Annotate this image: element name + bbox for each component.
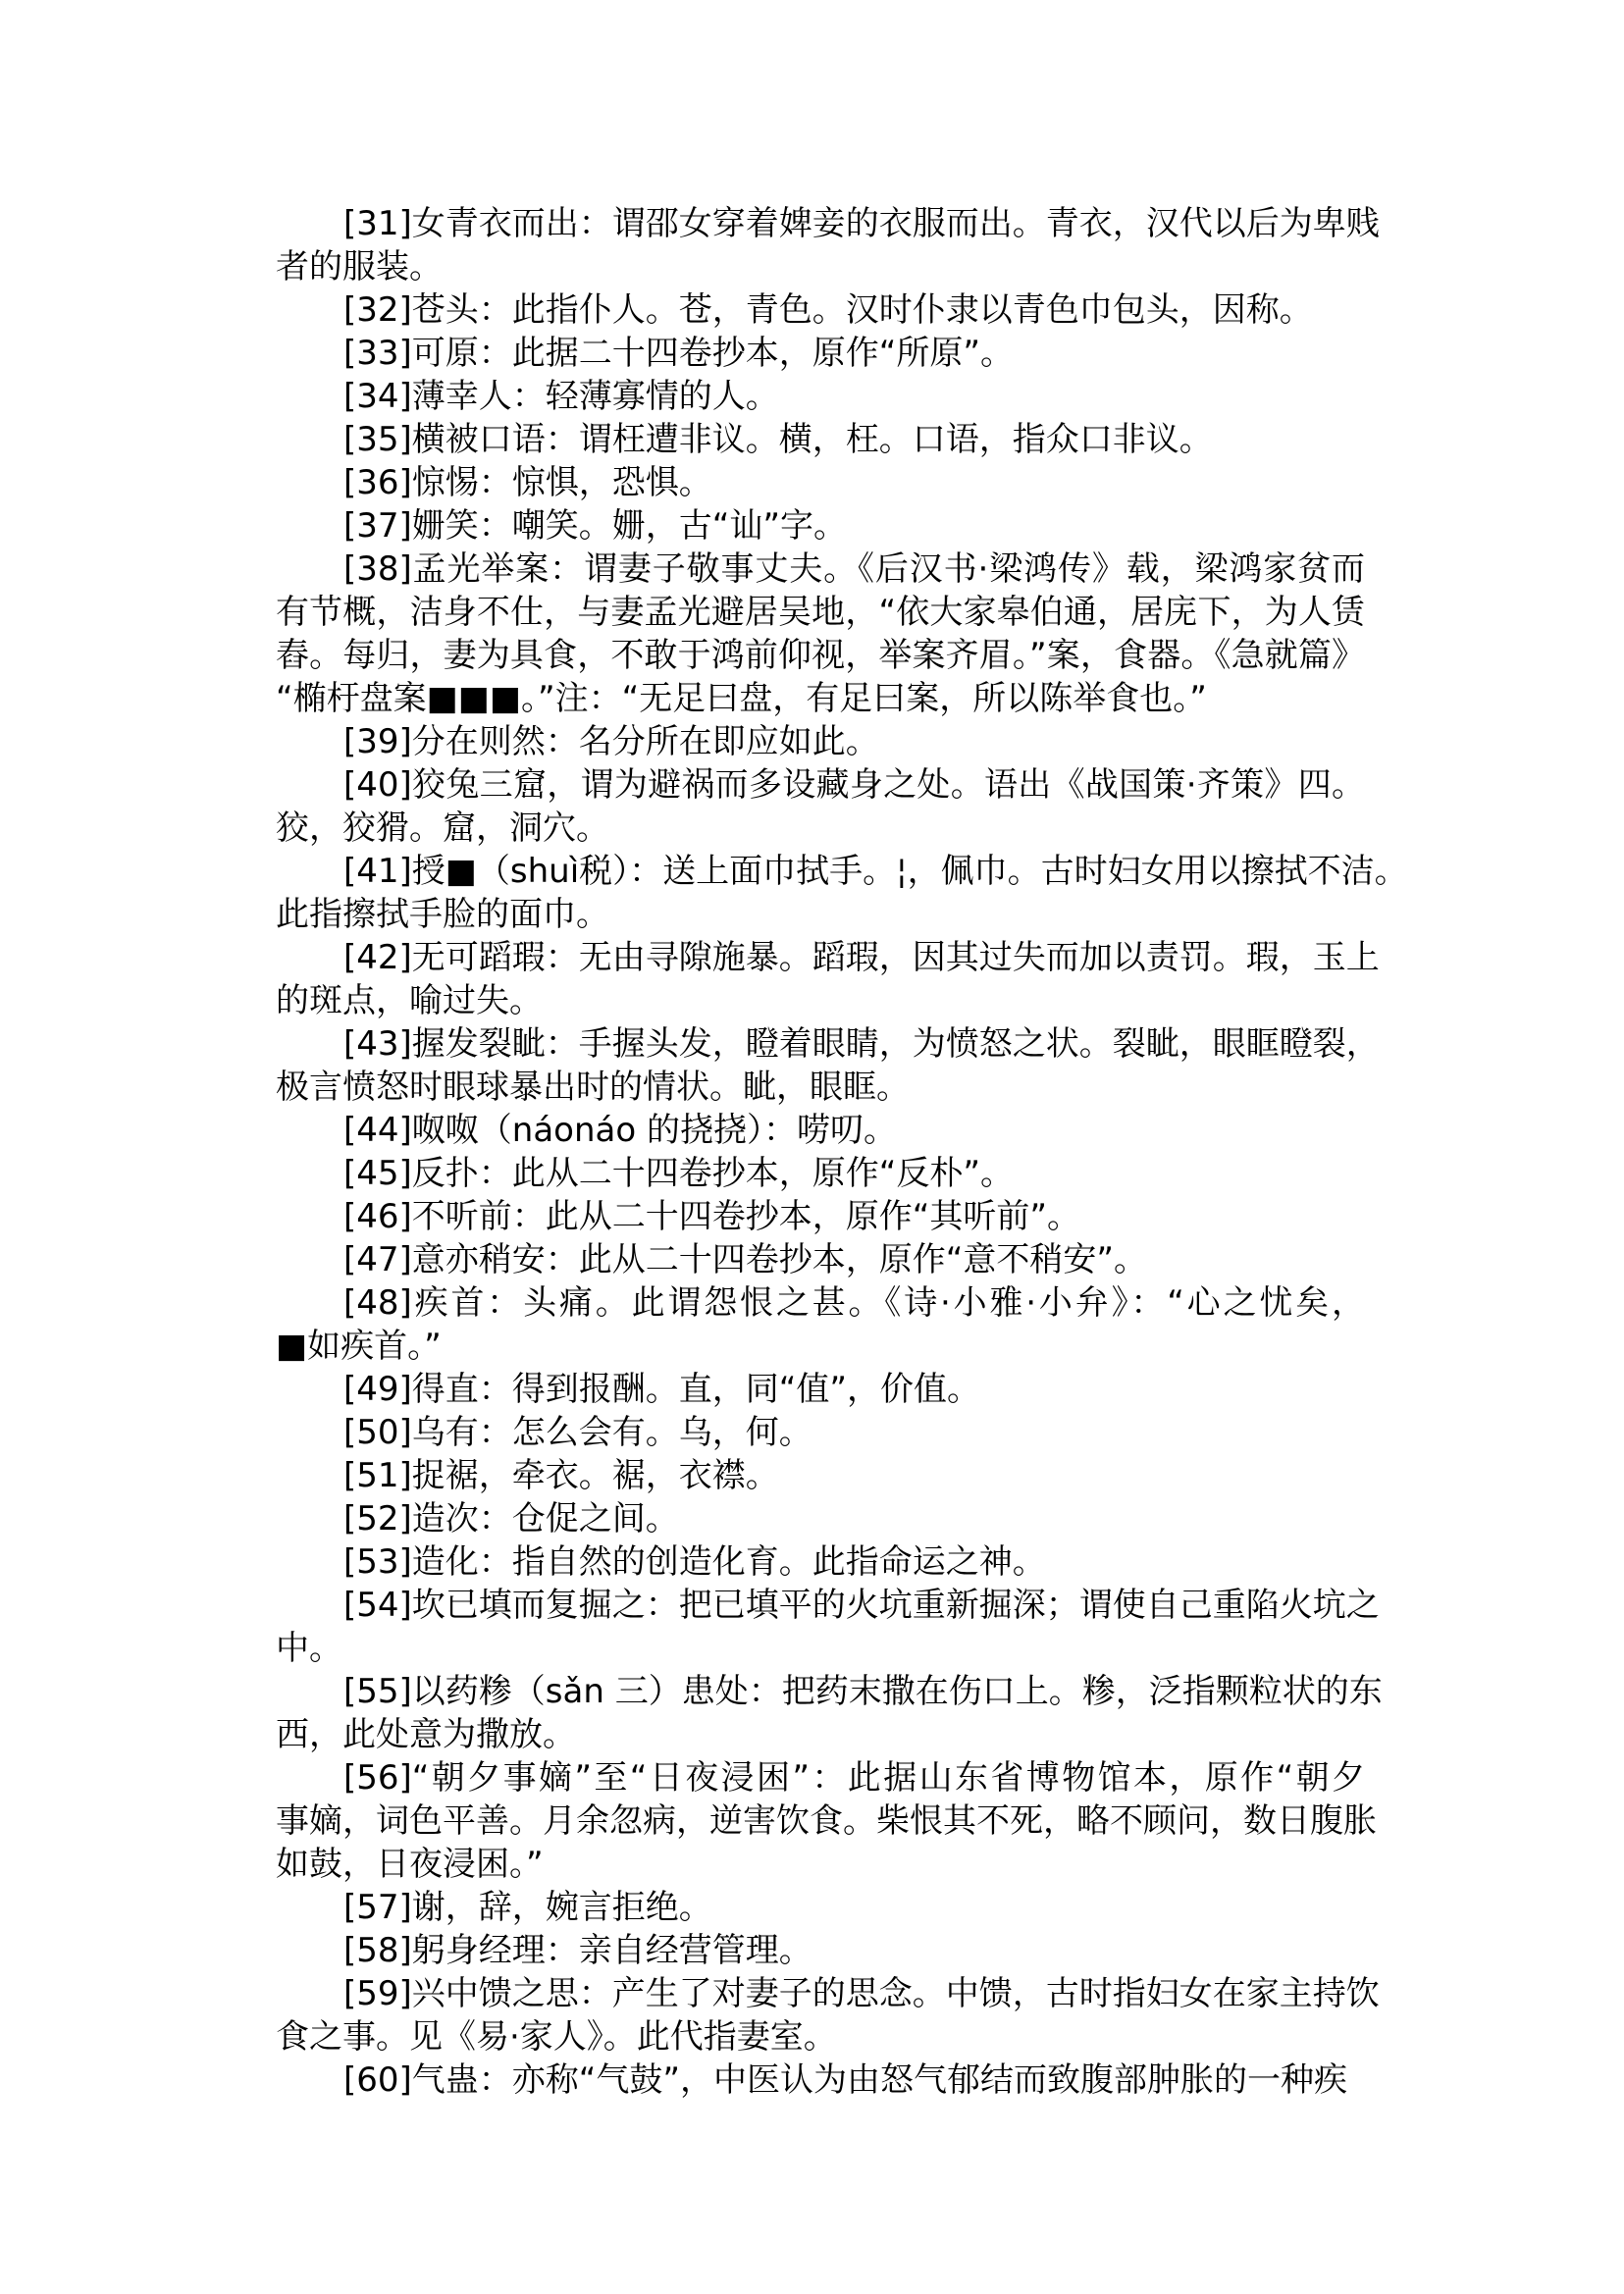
note-entry-line: [52]造次：仓促之间。: [343, 1499, 679, 1538]
note-entry-line: [56]“朝夕事嫡”至“日夜浸困”：此据山东省博物馆本，原作“朝夕: [343, 1758, 1365, 1798]
note-entry-line: [45]反扑：此从二十四卷抄本，原作“反朴”。: [343, 1154, 1015, 1193]
note-entry-line: [36]惊惕：惊惧，恐惧。: [343, 463, 712, 502]
note-entry-line: [49]得直：得到报酬。直，同“值”，价值。: [343, 1370, 981, 1409]
note-entry-line: [59]兴中馈之思：产生了对妻子的思念。中馈，古时指妇女在家主持饮: [343, 1974, 1380, 2013]
note-entry-line: [35]横被口语：谓枉遭非议。横，枉。口语，指众口非议。: [343, 420, 1213, 459]
note-entry-line: [48]疾首：头痛。此谓怨恨之甚。《诗·小雅·小弁》：“心之忧矣，: [343, 1283, 1365, 1323]
note-continuation-line: 食之事。见《易·家人》。此代指妻室。: [276, 2017, 837, 2057]
note-continuation-line: 事嫡，词色平善。月余忽病，逆害饮食。柴恨其不死，略不顾问，数日腹胀: [276, 1801, 1377, 1841]
note-entry-line: [32]苍头：此指仆人。苍，青色。汉时仆隶以青色巾包头，因称。: [343, 290, 1313, 330]
note-continuation-line: 极言愤怒时眼球暴出时的情状。眦，眼眶。: [276, 1068, 910, 1107]
note-continuation-line: 西，此处意为撒放。: [276, 1715, 576, 1754]
note-continuation-line: 此指擦拭手脸的面巾。: [276, 895, 609, 934]
note-entry-line: [47]意亦稍安：此从二十四卷抄本，原作“意不稍安”。: [343, 1240, 1148, 1279]
note-continuation-line: 中。: [276, 1629, 342, 1668]
note-entry-line: [37]姗笑：嘲笑。姗，古“讪”字。: [343, 506, 848, 546]
note-entry-line: [55]以药糁（sǎn 三）患处：把药末撒在伤口上。糁，泛指颗粒状的东: [343, 1672, 1383, 1711]
note-continuation-line: 的斑点，喻过失。: [276, 981, 543, 1020]
note-continuation-line: 如鼓，日夜浸困。”: [276, 1845, 544, 1884]
note-entry-line: [38]孟光举案：谓妻子敬事丈夫。《后汉书·梁鸿传》载，梁鸿家贫而: [343, 549, 1365, 589]
note-entry-line: [54]坎已填而复掘之：把已填平的火坑重新掘深；谓使自己重陷火坑之: [343, 1586, 1380, 1625]
note-entry-line: [33]可原：此据二十四卷抄本，原作“所原”。: [343, 334, 1015, 373]
note-entry-line: [43]握发裂眦：手握头发，瞪着眼睛，为愤怒之状。裂眦，眼眶瞪裂，: [343, 1024, 1380, 1064]
note-entry-line: [60]气蛊：亦称“气鼓”，中医认为由怒气郁结而致腹部肿胀的一种疾: [343, 2060, 1348, 2100]
note-continuation-line: 狡，狡猾。窟，洞穴。: [276, 808, 609, 848]
note-entry-line: [42]无可蹈瑕：无由寻隙施暴。蹈瑕，因其过失而加以责罚。瑕，玉上: [343, 938, 1380, 977]
note-entry-line: [44]呶呶（náonáo 的挠挠）：唠叨。: [343, 1111, 897, 1150]
note-continuation-line: “椭杅盘案■■■。”注：“无足曰盘，有足曰案，所以陈举食也。”: [276, 679, 1207, 718]
note-entry-line: [46]不听前：此从二十四卷抄本，原作“其听前”。: [343, 1197, 1081, 1236]
note-continuation-line: 有节概，洁身不仕，与妻孟光避居吴地，“依大家皋伯通，居庑下，为人赁: [276, 593, 1365, 632]
note-entry-line: [57]谢，辞，婉言拒绝。: [343, 1888, 712, 1927]
note-entry-line: [34]薄幸人：轻薄寡情的人。: [343, 377, 779, 416]
note-entry-line: [40]狡兔三窟，谓为避祸而多设藏身之处。语出《战国策·齐策》四。: [343, 765, 1365, 805]
annotation-page: [276, 202, 1408, 2102]
note-entry-line: [58]躬身经理：亲自经营管理。: [343, 1931, 812, 1970]
note-entry-line: [51]捉裾，牵衣。裾，衣襟。: [343, 1456, 779, 1495]
note-entry-line: [31]女青衣而出：谓邵女穿着婢妾的衣服而出。青衣，汉代以后为卑贱: [343, 204, 1380, 243]
note-continuation-line: 舂。每归，妻为具食，不敢于鸿前仰视，举案齐眉。”案，食器。《急就篇》: [276, 636, 1365, 675]
note-entry-line: [39]分在则然：名分所在即应如此。: [343, 722, 879, 761]
note-continuation-line: ■如疾首。”: [276, 1327, 442, 1366]
note-continuation-line: 者的服装。: [276, 247, 443, 287]
note-entry-line: [53]造化：指自然的创造化育。此指命运之神。: [343, 1542, 1046, 1582]
note-entry-line: [50]乌有：怎么会有。乌，何。: [343, 1413, 812, 1452]
note-entry-line: [41]授■（shuì税）：送上面巾拭手。¦，佩巾。古时妇女用以擦拭不洁。: [343, 852, 1408, 891]
